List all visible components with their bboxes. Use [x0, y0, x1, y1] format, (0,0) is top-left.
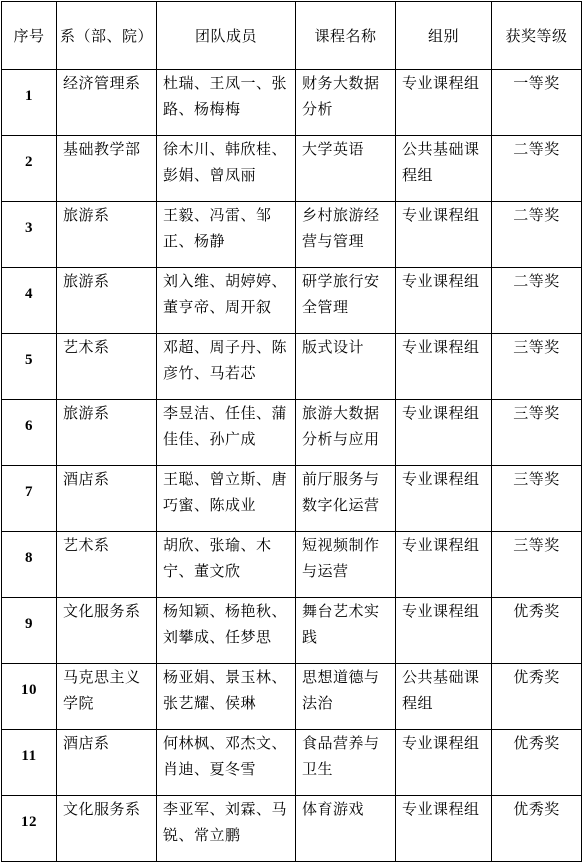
table-row	[2, 730, 582, 796]
cell-award: 优秀奖	[492, 730, 582, 796]
cell-team: 王毅、冯雷、邹正、杨静	[157, 202, 296, 268]
cell-department: 文化服务系	[57, 598, 157, 664]
cell-course: 思想道德与法治	[296, 664, 396, 730]
cell-group: 专业课程组	[396, 202, 492, 268]
cell-course: 研学旅行安全管理	[296, 268, 396, 334]
cell-team: 杨亚娟、景玉林、张艺耀、侯琳	[157, 664, 296, 730]
cell-group: 公共基础课程组	[396, 136, 492, 202]
header-index: 序号	[2, 2, 57, 70]
cell-index: 1	[2, 70, 57, 136]
table-row	[2, 268, 582, 334]
header-award: 获奖等级	[492, 2, 582, 70]
cell-course: 大学英语	[296, 136, 396, 202]
cell-index: 11	[2, 730, 57, 796]
cell-course: 食品营养与卫生	[296, 730, 396, 796]
cell-team: 刘入维、胡婷婷、董亨帝、周开叙	[157, 268, 296, 334]
cell-award: 优秀奖	[492, 598, 582, 664]
header-row	[2, 2, 582, 70]
cell-team: 李昱洁、任佳、蒲佳佳、孙广成	[157, 400, 296, 466]
cell-index: 8	[2, 532, 57, 598]
table-row	[2, 70, 582, 136]
cell-index: 3	[2, 202, 57, 268]
cell-index: 4	[2, 268, 57, 334]
table-body	[2, 70, 582, 862]
cell-group: 专业课程组	[396, 466, 492, 532]
cell-group: 专业课程组	[396, 70, 492, 136]
cell-award: 二等奖	[492, 136, 582, 202]
cell-index: 5	[2, 334, 57, 400]
cell-team: 何林枫、邓杰文、肖迪、夏冬雪	[157, 730, 296, 796]
cell-team: 王聪、曾立斯、唐巧蜜、陈成业	[157, 466, 296, 532]
cell-department: 基础教学部	[57, 136, 157, 202]
table-row	[2, 400, 582, 466]
cell-award: 二等奖	[492, 202, 582, 268]
cell-department: 文化服务系	[57, 796, 157, 862]
cell-group: 专业课程组	[396, 532, 492, 598]
cell-department: 旅游系	[57, 400, 157, 466]
cell-course: 前厅服务与数字化运营	[296, 466, 396, 532]
cell-department: 艺术系	[57, 532, 157, 598]
header-department: 系（部、院）	[57, 2, 157, 70]
cell-course: 财务大数据分析	[296, 70, 396, 136]
cell-index: 9	[2, 598, 57, 664]
cell-course: 舞台艺术实践	[296, 598, 396, 664]
cell-award: 三等奖	[492, 400, 582, 466]
cell-index: 12	[2, 796, 57, 862]
cell-group: 专业课程组	[396, 268, 492, 334]
cell-team: 李亚军、刘霖、马锐、常立鹏	[157, 796, 296, 862]
cell-department: 旅游系	[57, 202, 157, 268]
cell-department: 艺术系	[57, 334, 157, 400]
cell-team: 杜瑞、王凤一、张路、杨梅梅	[157, 70, 296, 136]
cell-department: 马克思主义学院	[57, 664, 157, 730]
header-team: 团队成员	[157, 2, 296, 70]
header-group: 组别	[396, 2, 492, 70]
table-row	[2, 334, 582, 400]
cell-team: 邓超、周子丹、陈彦竹、马若芯	[157, 334, 296, 400]
cell-index: 6	[2, 400, 57, 466]
cell-index: 7	[2, 466, 57, 532]
cell-index: 2	[2, 136, 57, 202]
cell-course: 版式设计	[296, 334, 396, 400]
cell-team: 徐木川、韩欣桂、彭娟、曾凤丽	[157, 136, 296, 202]
table-row	[2, 532, 582, 598]
table-header	[2, 2, 582, 70]
cell-group: 专业课程组	[396, 730, 492, 796]
cell-course: 体育游戏	[296, 796, 396, 862]
cell-award: 优秀奖	[492, 796, 582, 862]
cell-award: 三等奖	[492, 466, 582, 532]
cell-award: 一等奖	[492, 70, 582, 136]
cell-course: 短视频制作与运营	[296, 532, 396, 598]
cell-team: 杨知颖、杨艳秋、刘攀成、任梦思	[157, 598, 296, 664]
cell-department: 经济管理系	[57, 70, 157, 136]
table-row	[2, 202, 582, 268]
cell-award: 优秀奖	[492, 664, 582, 730]
awards-table	[1, 1, 582, 862]
cell-group: 专业课程组	[396, 334, 492, 400]
cell-course: 旅游大数据分析与应用	[296, 400, 396, 466]
cell-course: 乡村旅游经营与管理	[296, 202, 396, 268]
cell-award: 二等奖	[492, 268, 582, 334]
header-course: 课程名称	[296, 2, 396, 70]
cell-group: 专业课程组	[396, 796, 492, 862]
cell-award: 三等奖	[492, 532, 582, 598]
cell-award: 三等奖	[492, 334, 582, 400]
table-row	[2, 598, 582, 664]
cell-index: 10	[2, 664, 57, 730]
cell-group: 专业课程组	[396, 400, 492, 466]
cell-department: 酒店系	[57, 466, 157, 532]
cell-department: 酒店系	[57, 730, 157, 796]
table-row	[2, 136, 582, 202]
table-row	[2, 796, 582, 862]
cell-department: 旅游系	[57, 268, 157, 334]
cell-team: 胡欣、张瑜、木宁、董文欣	[157, 532, 296, 598]
cell-group: 专业课程组	[396, 598, 492, 664]
table-row	[2, 466, 582, 532]
cell-group: 公共基础课程组	[396, 664, 492, 730]
table-row	[2, 664, 582, 730]
